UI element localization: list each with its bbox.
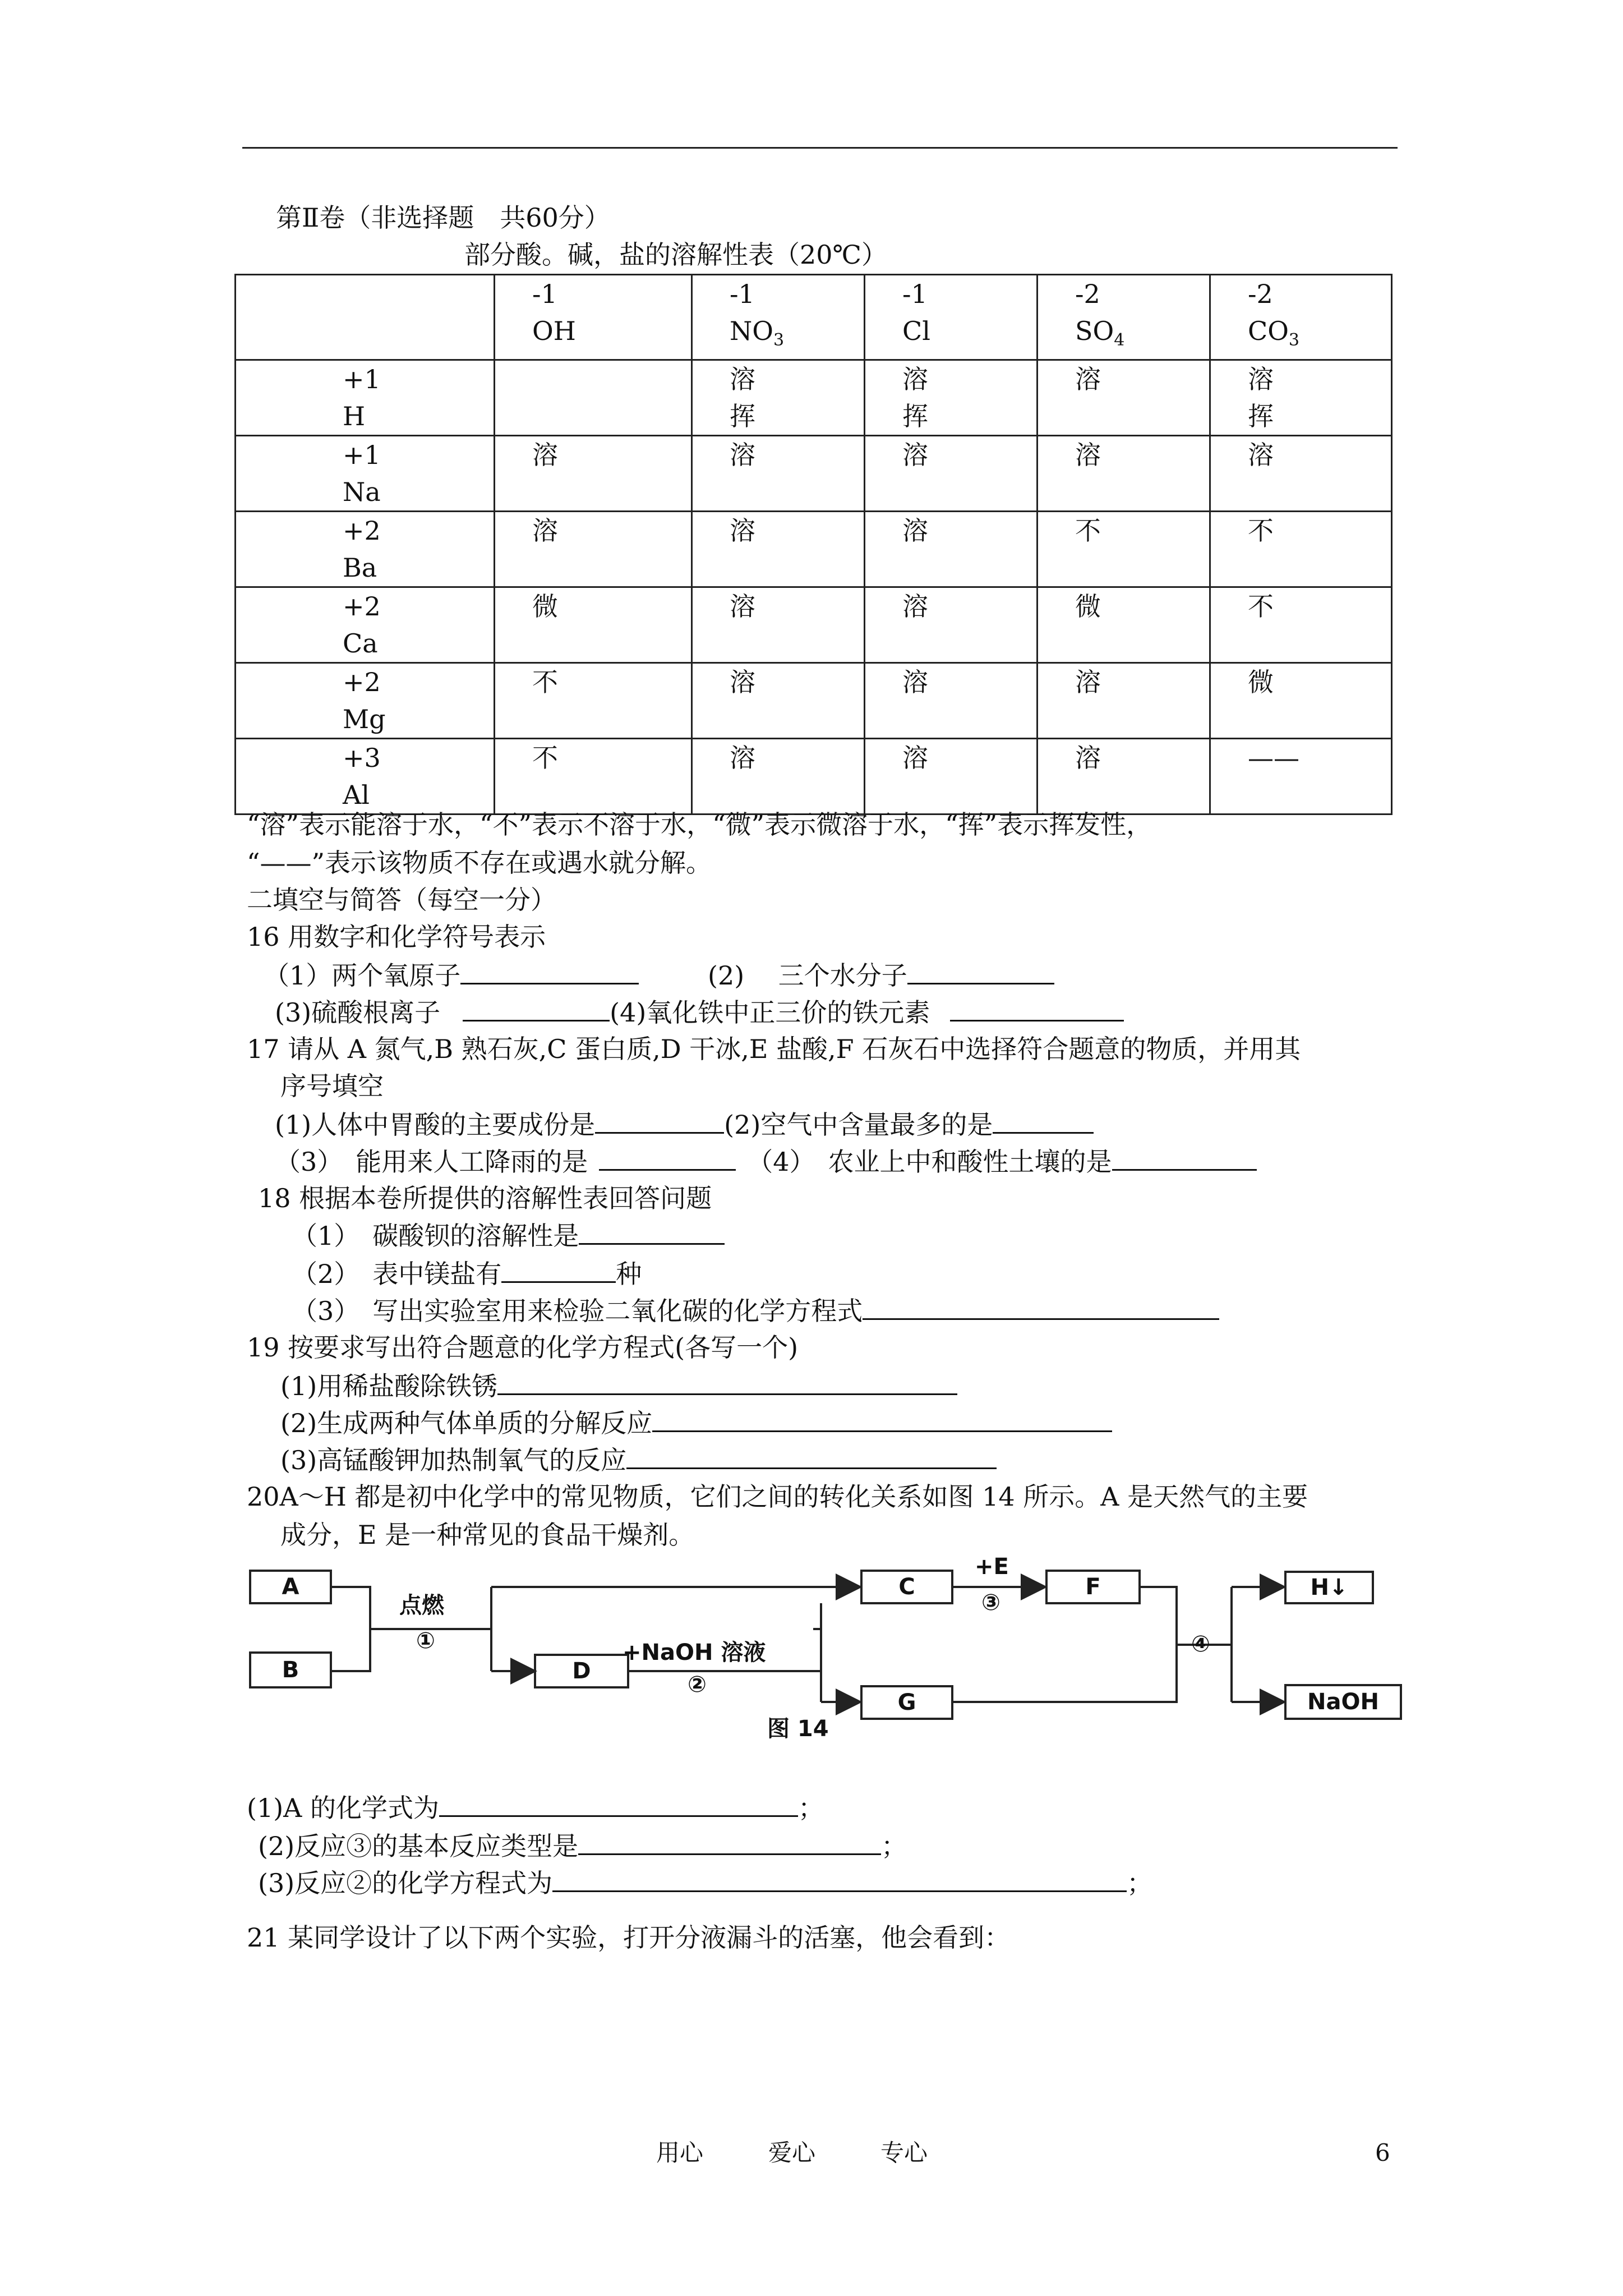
q18-c: （3） 写出实验室用来检验二氧化碳的化学方程式 [292, 1294, 1219, 1328]
anion-charge: -1 [532, 279, 557, 309]
solubility-value: 溶 [902, 667, 928, 698]
q20-title: 20A～H 都是初中化学中的常见物质，它们之间的转化关系如图 14 所示。A 是天然气的主要 [247, 1481, 1308, 1512]
q17-c: （3） 能用来人工降雨的是 （4） 农业上中和酸性土壤的是 [275, 1144, 1257, 1179]
q16-a: （1）两个氧原子 [264, 958, 639, 992]
anion-charge: -1 [730, 279, 755, 309]
label-step-4: ④ [1191, 1631, 1210, 1657]
solubility-value: 不 [532, 743, 558, 774]
solubility-value: 溶 [730, 516, 755, 546]
solubility-note: 挥 [902, 401, 928, 432]
solubility-value: 微 [1075, 591, 1101, 622]
q20-a: (1)A 的化学式为 ； [247, 1791, 824, 1825]
q17-title: 17 请从 A 氮气,B 熟石灰,C 蛋白质,D 干冰,E 盐酸,F 石灰石中选择符合题意的物质，并用其 [247, 1034, 1301, 1064]
solubility-value: 不 [532, 667, 558, 698]
node-c: C [860, 1570, 953, 1604]
legend-line-2: “——”表示该物质不存在或遇水就分解。 [247, 848, 712, 878]
cation-symbol: Al [343, 780, 370, 811]
q20-b: (2)反应③的基本反应类型是 ； [258, 1829, 907, 1863]
q19-a: (1)用稀盐酸除铁锈 [280, 1369, 957, 1403]
node-d: D [534, 1654, 629, 1688]
cation-symbol: Ba [343, 553, 377, 583]
cation-symbol: Na [343, 477, 381, 508]
label-plus-naoh: +NaOH 溶液 [623, 1640, 766, 1665]
solubility-value: 溶 [902, 364, 928, 395]
cation-charge: +2 [343, 667, 381, 698]
solubility-value: 溶 [902, 743, 928, 774]
node-naoh: NaOH [1284, 1684, 1402, 1720]
table-caption: 部分酸。碱，盐的溶解性表（20℃） [464, 240, 887, 270]
solubility-value: 不 [1248, 516, 1274, 546]
solubility-value: 溶 [1248, 364, 1274, 395]
q19-c: (3)高锰酸钾加热制氧气的反应 [280, 1443, 997, 1477]
cation-charge: +1 [343, 364, 381, 395]
label-step-3: ③ [981, 1590, 1000, 1616]
q19-title: 19 按要求写出符合题意的化学方程式(各写一个) [247, 1332, 799, 1363]
q17-title-2: 序号填空 [280, 1071, 384, 1101]
anion-symbol: NO [730, 316, 773, 346]
anion-subscript: 3 [1288, 330, 1300, 351]
q16-title: 16 用数字和化学符号表示 [247, 922, 546, 952]
q21-title: 21 某同学设计了以下两个实验，打开分液漏斗的活塞，他会看到： [247, 1922, 1011, 1953]
anion-charge: -2 [1248, 279, 1273, 309]
q16-c: (3)硫酸根离子 (4)氧化铁中正三价的铁元素 [275, 995, 1124, 1029]
solubility-value: 溶 [730, 591, 755, 622]
label-step-2: ② [688, 1672, 707, 1697]
solubility-value: 溶 [1075, 743, 1101, 774]
node-g: G [860, 1685, 953, 1720]
footer-motto-3: 专心 [880, 2139, 928, 2166]
q19-b: (2)生成两种气体单质的分解反应 [280, 1406, 1112, 1440]
anion-subscript: 4 [1114, 330, 1125, 351]
anion-symbol: OH [532, 316, 576, 346]
solubility-value: 溶 [532, 440, 558, 471]
page-number: 6 [1375, 2139, 1390, 2166]
q20-c: (3)反应②的化学方程式为 ； [258, 1866, 1152, 1900]
q20-title-2: 成分，E 是一种常见的食品干燥剂。 [280, 1520, 695, 1550]
anion-subscript: 3 [773, 330, 785, 351]
legend-line-1: “溶”表示能溶于水，“不”表示不溶于水，“微”表示微溶于水，“挥”表示挥发性， [247, 809, 1152, 840]
solubility-note: 挥 [730, 401, 755, 432]
diagram-caption: 图 14 [767, 1716, 829, 1742]
solubility-value: 溶 [902, 516, 928, 546]
label-step-1: ① [416, 1628, 435, 1654]
cation-symbol: Mg [343, 704, 386, 735]
part2-heading: 二填空与简答（每空一分） [247, 885, 556, 915]
solubility-value: 不 [1248, 591, 1274, 622]
q17-a: (1)人体中胃酸的主要成份是 (2)空气中含量最多的是 [275, 1107, 1094, 1142]
solubility-value: 溶 [902, 591, 928, 622]
solubility-value: 溶 [1075, 440, 1101, 471]
node-h: H↓ [1284, 1571, 1374, 1604]
solubility-value: 溶 [1075, 364, 1101, 395]
solubility-value: —— [1248, 743, 1299, 774]
q18-b: （2） 表中镁盐有 种 [292, 1257, 642, 1291]
footer-motto-2: 爱心 [768, 2139, 816, 2166]
q18-title: 18 根据本卷所提供的溶解性表回答问题 [258, 1183, 712, 1213]
section-title: 第Ⅱ卷（非选择题 共60分） [276, 203, 610, 233]
node-a: A [249, 1570, 332, 1604]
node-f: F [1045, 1570, 1141, 1604]
label-plus-e: +E [975, 1554, 1009, 1580]
label-ignite: 点燃 [399, 1593, 444, 1618]
solubility-value: 溶 [730, 440, 755, 471]
solubility-value: 溶 [532, 516, 558, 546]
node-b: B [249, 1651, 332, 1688]
solubility-value: 微 [532, 591, 558, 622]
solubility-note: 挥 [1248, 401, 1274, 432]
solubility-value: 溶 [730, 667, 755, 698]
cation-charge: +1 [343, 440, 381, 471]
solubility-value: 不 [1075, 516, 1101, 546]
anion-charge: -2 [1075, 279, 1100, 309]
cation-symbol: H [343, 401, 366, 432]
anion-symbol: CO [1248, 316, 1289, 346]
solubility-value: 溶 [1075, 667, 1101, 698]
solubility-value: 溶 [730, 743, 755, 774]
cation-charge: +2 [343, 591, 381, 622]
solubility-value: 溶 [730, 364, 755, 395]
footer-motto-1: 用心 [656, 2139, 704, 2166]
solubility-value: 溶 [1248, 440, 1274, 471]
anion-charge: -1 [902, 279, 928, 309]
cation-symbol: Ca [343, 628, 378, 659]
cation-charge: +2 [343, 516, 381, 546]
q16-b: (2) 三个水分子 [708, 958, 1054, 992]
anion-symbol: Cl [902, 316, 930, 346]
anion-symbol: SO [1075, 316, 1114, 346]
q18-a: （1） 碳酸钡的溶解性是 [292, 1218, 725, 1253]
cation-charge: +3 [343, 743, 381, 774]
solubility-value: 溶 [902, 440, 928, 471]
solubility-value: 微 [1248, 667, 1274, 698]
